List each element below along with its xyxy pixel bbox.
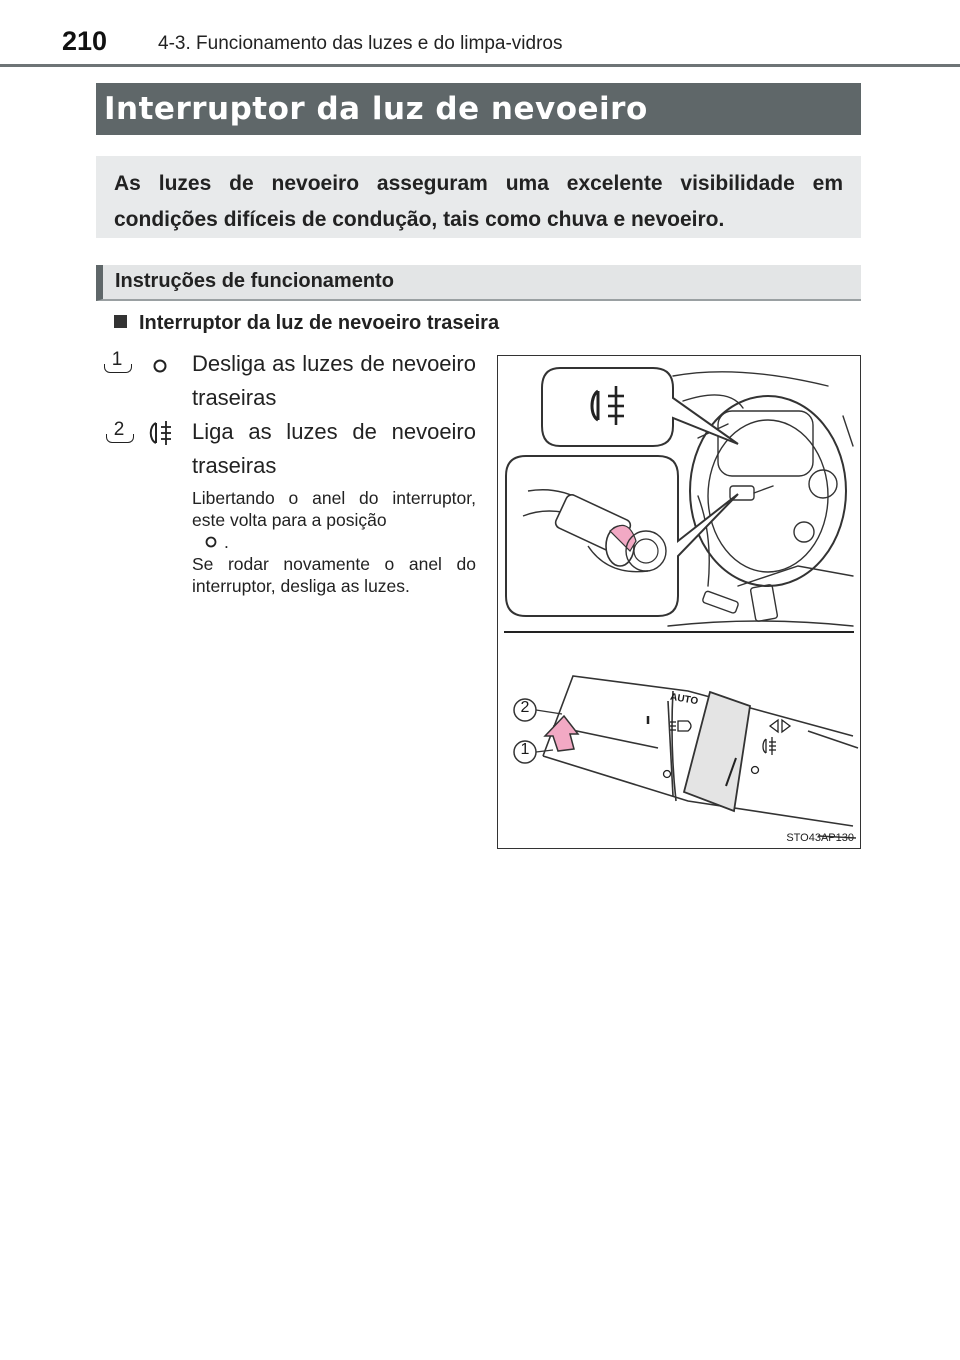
callout-1-label: 1: [520, 741, 530, 758]
note-period: .: [224, 532, 229, 552]
item-text-2: Liga as luzes de nevoeiro traseiras: [192, 419, 476, 478]
off-position-icon: [204, 535, 218, 549]
subsection-heading: Instruções de funcionamento: [96, 265, 861, 301]
note-line-1-end: [192, 531, 476, 553]
note: [192, 487, 476, 597]
off-position-icon: [152, 358, 168, 374]
item-heading-text: Interruptor da luz de nevoeiro traseira: [139, 312, 500, 334]
header-rule: [0, 64, 960, 67]
square-bullet-icon: [114, 315, 127, 328]
illustration: [497, 355, 861, 849]
item-text-1: Desliga as luzes de nevoeiro traseiras: [192, 351, 476, 410]
note-line-1: Libertando o anel do interruptor, este volta para a posição: [192, 488, 476, 530]
illustration-drawing: [498, 356, 859, 847]
section-reference: 4-3. Funcionamento das luzes e do limpa-vidros: [158, 33, 563, 54]
rear-fog-light-icon: [146, 418, 176, 448]
callout-2-label: 2: [520, 699, 530, 716]
intro-text: As luzes de nevoeiro asseguram uma excelente visibilidade em condições difíceis de condução, tais como chuva e nevoeiro.: [96, 156, 861, 238]
page-number: 210: [62, 26, 108, 56]
note-line-2: Se rodar novamente o anel do interruptor, desliga as luzes.: [192, 554, 476, 596]
figure-code: STO43AP130: [786, 832, 854, 844]
page-title: Interruptor da luz de nevoeiro: [96, 83, 861, 135]
item-number-1: 1: [107, 349, 127, 373]
auto-label: AUTO: [669, 691, 699, 708]
item-number-2: 2: [109, 419, 129, 443]
item-heading: [114, 312, 499, 335]
